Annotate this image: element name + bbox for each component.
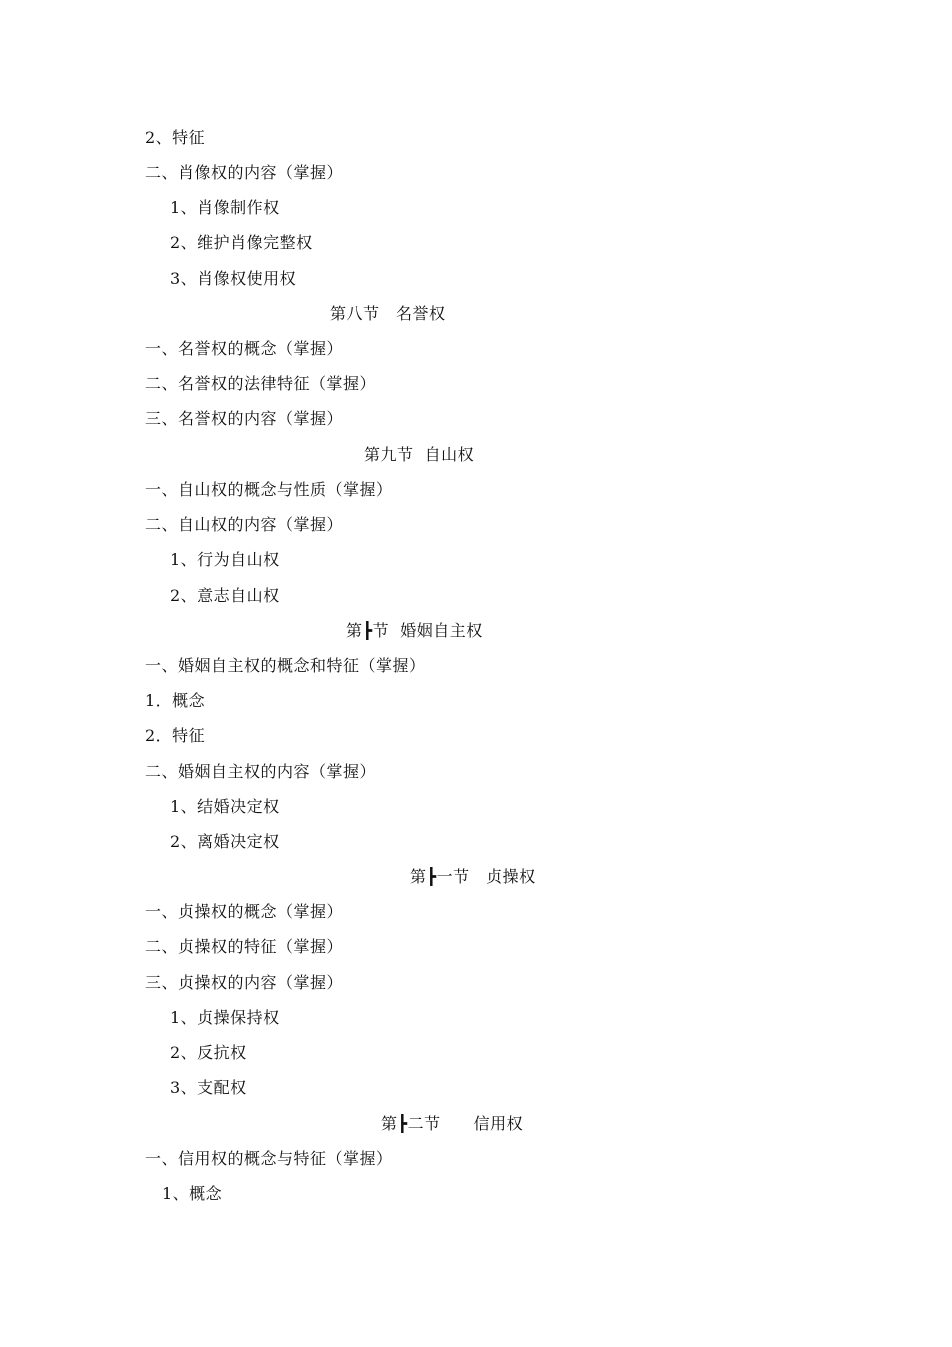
list-item: 2、反抗权 [170, 1043, 247, 1062]
section-heading: 一、信用权的概念与特征（掌握） [145, 1149, 393, 1168]
list-item: 3、肖像权使用权 [170, 269, 297, 288]
list-item: 1、概念 [162, 1184, 223, 1203]
section-heading: 二、肖像权的内容（掌握） [145, 163, 344, 182]
section-heading: 三、名誉权的内容（掌握） [145, 409, 344, 428]
list-item: 1、行为自山权 [170, 550, 280, 569]
section-heading: 一、婚姻自主权的概念和特征（掌握） [145, 656, 426, 675]
list-item: 2、特征 [145, 128, 206, 147]
section-heading: 二、贞操权的特征（掌握） [145, 937, 344, 956]
section-heading: 一、名誉权的概念（掌握） [145, 339, 344, 358]
section-heading: 三、贞操权的内容（掌握） [145, 973, 344, 992]
list-item: 1、肖像制作权 [170, 198, 280, 217]
list-item: 3、支配权 [170, 1078, 247, 1097]
chapter-title: 第九节 自山权 [364, 445, 475, 464]
list-item: 2、意志自山权 [170, 586, 280, 605]
list-item: 2．特征 [145, 726, 206, 745]
section-heading: 一、贞操权的概念（掌握） [145, 902, 344, 921]
list-item: 1．概念 [145, 691, 206, 710]
list-item: 2、维护肖像完整权 [170, 233, 313, 252]
chapter-title: 第┣一节 贞操权 [410, 867, 536, 886]
chapter-title: 第八节 名誉权 [330, 304, 446, 323]
section-heading: 一、自山权的概念与性质（掌握） [145, 480, 393, 499]
section-heading: 二、名誉权的法律特征（掌握） [145, 374, 377, 393]
list-item: 1、结婚决定权 [170, 797, 280, 816]
list-item: 2、离婚决定权 [170, 832, 280, 851]
chapter-title: 第┣二节 信用权 [381, 1114, 524, 1133]
section-heading: 二、婚姻自主权的内容（掌握） [145, 762, 377, 781]
chapter-title: 第┣节 婚姻自主权 [346, 621, 483, 640]
list-item: 1、贞操保持权 [170, 1008, 280, 1027]
section-heading: 二、自山权的内容（掌握） [145, 515, 344, 534]
